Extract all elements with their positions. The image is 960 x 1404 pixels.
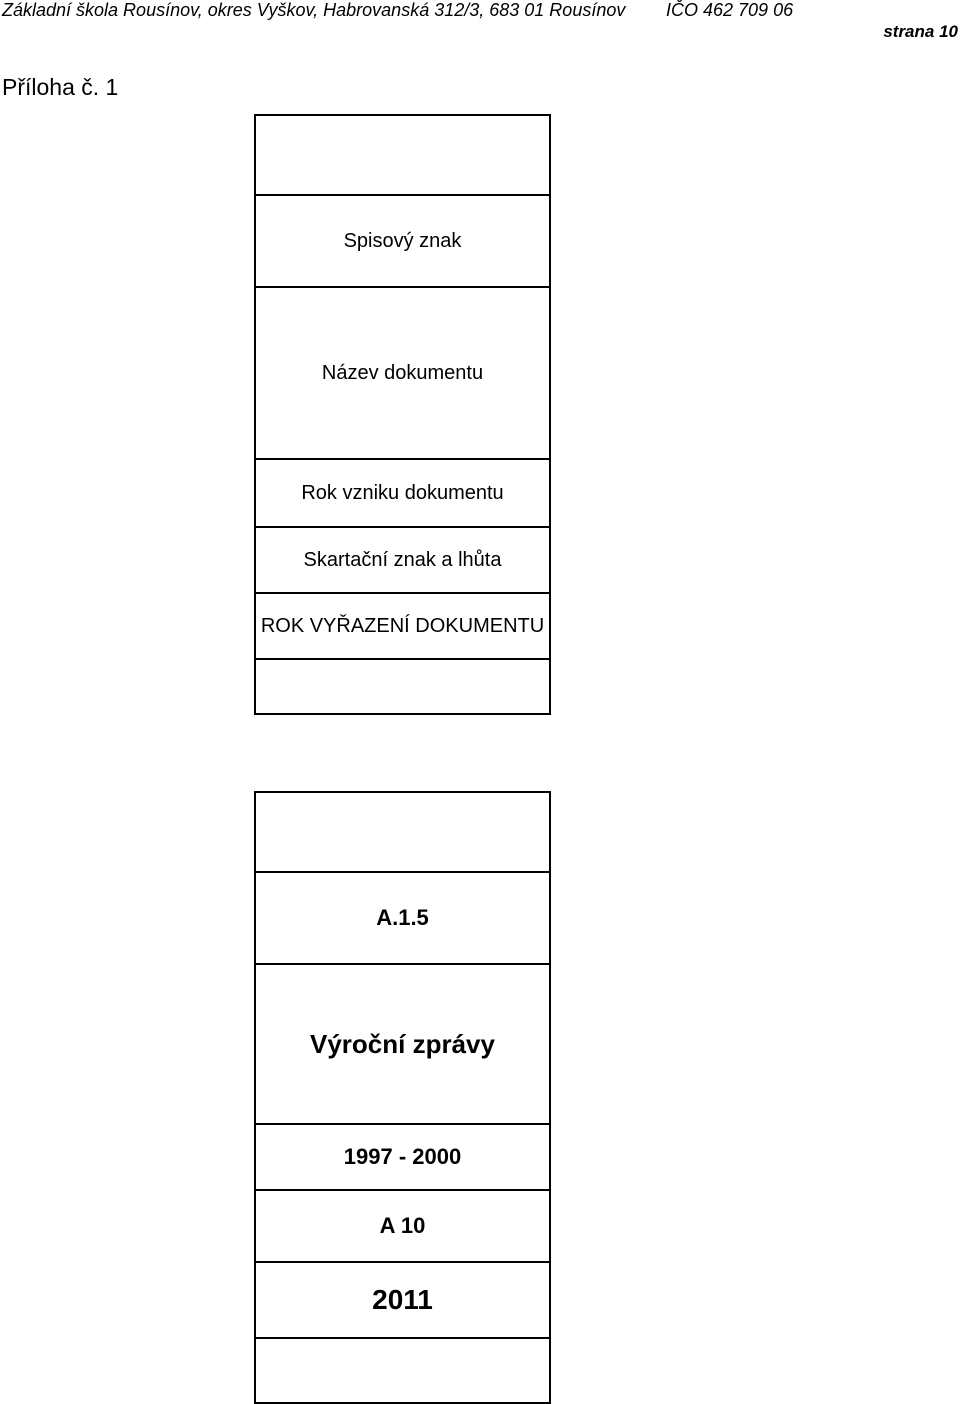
filled-shredding-mark-value: A 10 (379, 1213, 426, 1238)
filled-label-card (254, 791, 551, 1404)
template-disposal-year-label: ROK VYŘAZENÍ DOKUMENTU (260, 614, 545, 637)
filled-creation-year-value: 1997 - 2000 (343, 1144, 462, 1169)
template-document-name-label: Název dokumentu (321, 361, 484, 384)
filled-empty-bottom-row (256, 1337, 549, 1402)
template-disposal-year-row (256, 592, 549, 658)
filled-file-code-value: A.1.5 (376, 905, 429, 930)
template-label-card (254, 114, 551, 715)
template-shredding-mark-label: Skartační znak a lhůta (303, 548, 502, 571)
filled-disposal-year-row (256, 1261, 549, 1337)
template-creation-year-label: Rok vzniku dokumentu (301, 481, 504, 504)
template-creation-year-row (256, 458, 549, 526)
filled-document-name-value: Výroční zprávy (310, 1028, 495, 1059)
template-file-code-row (256, 194, 549, 286)
template-file-code-label: Spisový znak (343, 229, 462, 252)
filled-file-code-row (256, 871, 549, 963)
annex-title: Příloha č. 1 (2, 74, 119, 100)
header-school: Základní škola Rousínov, okres Vyškov, Habrovanská 312/3, 683 01 Rousínov (2, 0, 626, 20)
header-ico: IČO 462 709 06 (666, 0, 794, 20)
filled-document-name-row (256, 963, 549, 1123)
template-empty-top-row (256, 116, 549, 194)
filled-shredding-mark-row (256, 1189, 549, 1261)
filled-creation-year-row (256, 1123, 549, 1189)
template-document-name-row (256, 286, 549, 458)
template-empty-bottom-row (256, 658, 549, 713)
template-shredding-mark-row (256, 526, 549, 592)
filled-empty-top-row (256, 793, 549, 871)
page-number: strana 10 (883, 22, 958, 41)
filled-disposal-year-value: 2011 (372, 1284, 433, 1315)
